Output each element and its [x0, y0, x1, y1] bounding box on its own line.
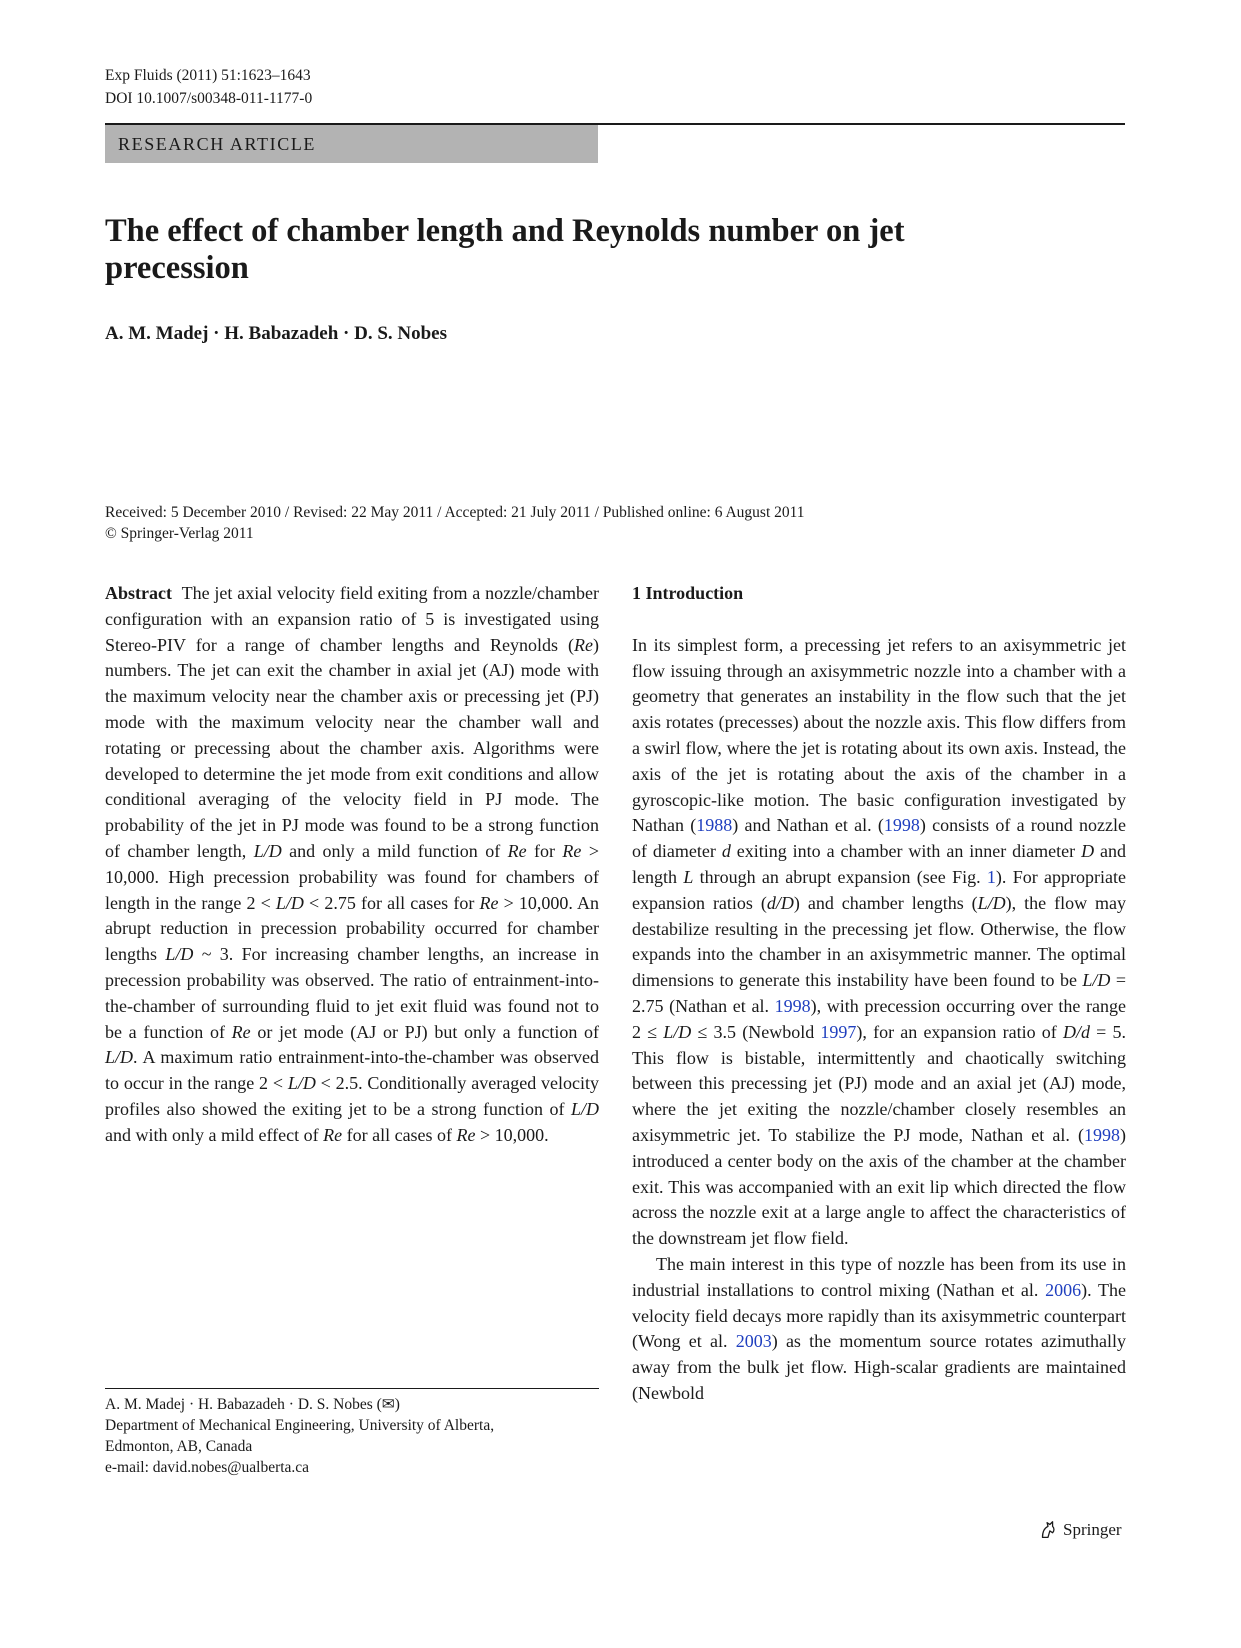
citation-link[interactable]: 2003	[735, 1331, 772, 1352]
date-history: Received: 5 December 2010 / Revised: 22 May 2011 / Accepted: 21 July 2011 / Published online: 6 August 2011	[105, 504, 805, 521]
article-type-banner: RESEARCH ARTICLE	[105, 125, 598, 163]
footnote-authors: A. M. Madej · H. Babazadeh · D. S. Nobes (✉)	[105, 1396, 400, 1413]
intro-paragraph-2: The main interest in this type of nozzle has been from its use in industrial installations to control mixing (Nathan et al. 2006). The velocity field decays more rapidly than its axisymmetric counterpart (Wong et al. 2003) as the momentum source rotates azimuthally away from the bulk jet flow. High-scalar gradients are maintained (Newbold	[632, 1253, 1126, 1403]
citation-link[interactable]: 2006	[1045, 1279, 1082, 1300]
publisher-name: Springer	[1063, 1520, 1122, 1539]
footnote-affiliation: Department of Mechanical Engineering, University of Alberta,	[105, 1417, 495, 1434]
publisher-logo	[1037, 1519, 1122, 1541]
introduction-section	[632, 581, 1126, 1407]
citation-link[interactable]: 1998	[774, 995, 811, 1016]
publication-dates	[105, 502, 805, 544]
abstract	[105, 581, 599, 1149]
abstract-text: Abstract The jet axial velocity field exiting from a nozzle/chamber configuration with an expansion ratio of 5 is investigated using Stereo-PIV for a range of chamber lengths and Reynolds (Re) numbers. The jet can exit the chamber in axial jet (AJ) mode with the maximum velocity near the chamber axis or precessing jet (PJ) mode with the maximum velocity near the chamber wall and rotating or precessing about the chamber axis. Algorithms were developed to determine the jet mode from exit conditions and allow conditional averaging of the velocity field in PJ mode. The probability of the jet in PJ mode was found to be a strong function of chamber length, L/D and only a mild function of Re for Re > 10,000. High precession probability was found for chambers of length in the range 2 < L/D < 2.75 for all cases for Re > 10,000. An abrupt reduction in precession probability occurred for chamber lengths L/D ~ 3. For increasing chamber lengths, an increase in precession probability was observed. The ratio of entrainment-into-the-chamber of surrounding fluid to jet exit fluid was found not to be a function of Re or jet mode (AJ or PJ) but only a function of L/D. A maximum ratio entrainment-into-the-chamber was observed to occur in the range 2 < L/D < 2.5. Conditionally averaged velocity profiles also showed the exiting jet to be a strong function of L/D and with only a mild effect of Re for all cases of Re > 10,000.	[105, 583, 600, 1145]
section-heading-introduction: 1 Introduction	[632, 583, 744, 603]
footnote-email[interactable]: e-mail: david.nobes@ualberta.ca	[105, 1459, 310, 1476]
journal-header	[105, 64, 312, 110]
springer-horse-icon	[1037, 1519, 1059, 1541]
doi: DOI 10.1007/s00348-011-1177-0	[105, 90, 313, 107]
citation-link[interactable]: 1988	[696, 815, 733, 836]
citation-link[interactable]: 1997	[820, 1021, 857, 1042]
citation-link[interactable]: 1998	[1084, 1124, 1120, 1145]
journal-citation: Exp Fluids (2011) 51:1623–1643	[105, 67, 311, 84]
intro-paragraph-1: In its simplest form, a precessing jet refers to an axisymmetric jet flow issuing through an axisymmetric nozzle into a chamber with a geometry that generates an instability in the flow such that the jet axis rotates (precesses) about the nozzle axis. This flow differs from a swirl flow, where the jet is rotating about its own axis. Instead, the axis of the jet is rotating about the axis of the chamber in a gyroscopic-like motion. The basic configuration investigated by Nathan (1988) and Nathan et al. (1998) consists of a round nozzle of diameter d exiting into a chamber with an inner diameter D and length L through an abrupt expansion (see Fig. 1). For appropriate expansion ratios (d/D) and chamber lengths (L/D), the flow may destabilize resulting in the precessing jet flow. Otherwise, the flow expands into the chamber in an axisymmetric manner. The optimal dimensions to generate this instability have been found to be L/D = 2.75 (Nathan et al. 1998), with precession occurring over the range 2 ≤ L/D ≤ 3.5 (Newbold 1997), for an expansion ratio of D/d = 5. This flow is bistable, intermittently and chaotically switching between this precessing jet (PJ) mode and an axial jet (AJ) mode, where the jet exiting the nozzle/chamber closely resembles an axisymmetric jet. To stabilize the PJ mode, Nathan et al. (1998) introduced a center body on the axis of the chamber at the chamber exit. This was accompanied with an exit lip which directed the flow across the nozzle exit at a large angle to affect the characteristics of the downstream jet flow field.	[632, 634, 1127, 1249]
paper-title: The effect of chamber length and Reynolds number on jet precession	[105, 213, 905, 286]
figure-link[interactable]: 1	[986, 866, 996, 887]
author-affiliation-footnote	[105, 1394, 599, 1478]
footnote-location: Edmonton, AB, Canada	[105, 1438, 253, 1455]
citation-link[interactable]: 1998	[883, 815, 920, 836]
copyright: © Springer-Verlag 2011	[105, 525, 254, 542]
footnote-rule	[105, 1388, 599, 1389]
author-list: A. M. Madej · H. Babazadeh · D. S. Nobes	[105, 323, 448, 344]
abstract-label: Abstract	[105, 583, 172, 603]
